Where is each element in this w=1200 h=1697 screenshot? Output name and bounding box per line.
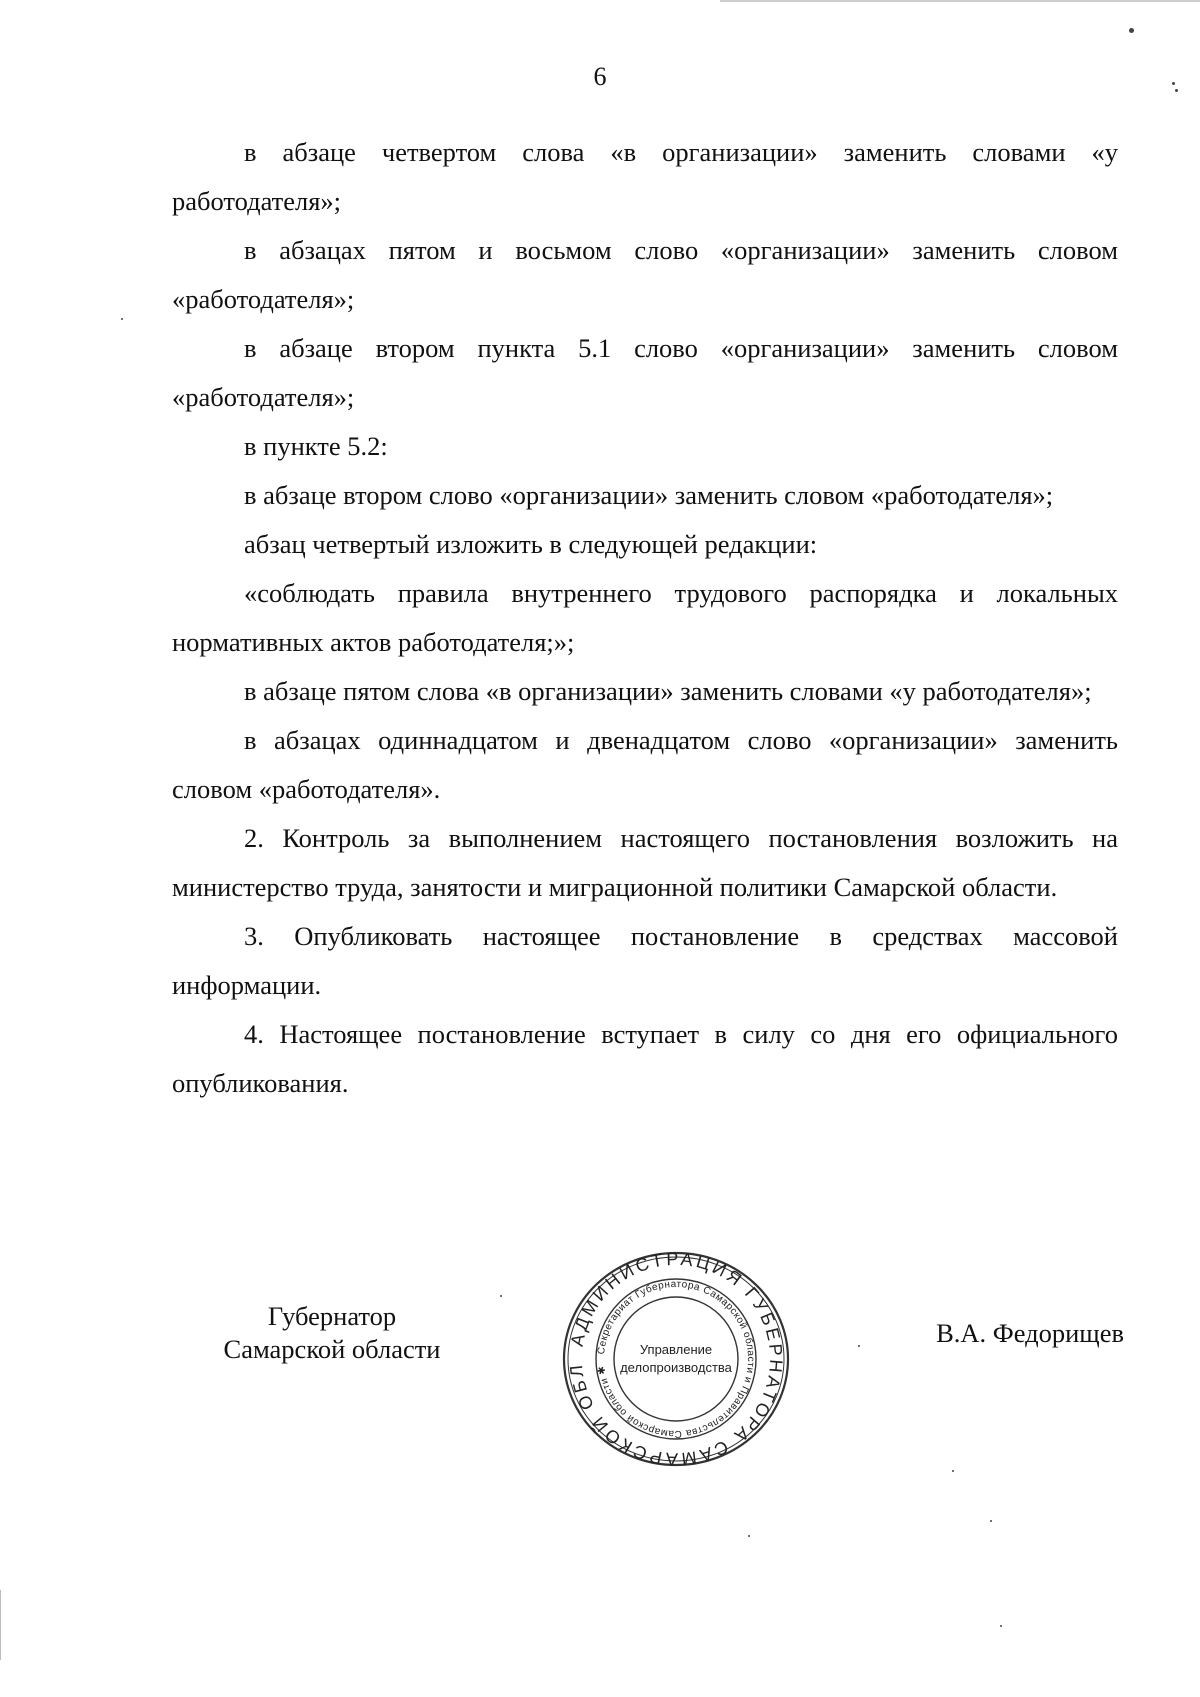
- paragraph: 2. Контроль за выполнением настоящего постановления возложить на министерство труда, занятости и миграционной политики Самарской области.: [172, 823, 1118, 902]
- seal-outer-text: АДМИНИСТРАЦИЯ ГУБЕРНАТОРА САМАРСКОЙ ОБЛ: [565, 1248, 787, 1470]
- scan-speck: [1175, 89, 1178, 92]
- scan-speck: [500, 1295, 502, 1297]
- signatory-name: В.А. Федорищев: [936, 1318, 1124, 1348]
- paragraph: 3. Опубликовать настоящее постановление в средствах массовой информации.: [172, 921, 1118, 1000]
- seal-inner-text: Секретариат Губернатора Самарской области и Правительства Самарской области ✱: [596, 1278, 757, 1440]
- seal-center-line: Управление: [639, 1342, 713, 1357]
- paragraph: в абзаце пятом слова «в организации» заменить словами «у работодателя»;: [244, 676, 1092, 706]
- paragraph: в абзаце втором слово «организации» заменить словом «работодателя»;: [244, 480, 1054, 510]
- document-body: [172, 128, 1118, 1108]
- paragraph: в пункте 5.2:: [244, 431, 388, 461]
- paragraph: «соблюдать правила внутреннего трудового распорядка и локальных нормативных актов работодателя;»;: [172, 578, 1118, 657]
- top-edge-line: [720, 0, 1200, 2]
- official-seal: [560, 1248, 792, 1470]
- scan-margin-line: [0, 1590, 1, 1660]
- paragraph: в абзаце втором пункта 5.1 слово «организации» заменить словом «работодателя»;: [172, 333, 1118, 412]
- scan-speck: [990, 1520, 992, 1522]
- page-number: 6: [593, 62, 607, 91]
- scan-speck: [121, 318, 123, 320]
- paragraph: в абзаце четвертом слова «в организации» заменить словами «у работодателя»;: [172, 137, 1118, 216]
- signatory-title-line: Самарской области: [223, 1334, 441, 1364]
- scan-speck: [858, 1345, 860, 1347]
- paragraph: в абзацах одиннадцатом и двенадцатом слово «организации» заменить словом «работодателя».: [172, 725, 1118, 804]
- signatory-title: [172, 1300, 492, 1366]
- scan-speck: [1172, 82, 1175, 85]
- paragraph: 4. Настоящее постановление вступает в силу со дня его официального опубликования.: [172, 1019, 1118, 1098]
- scan-speck: [952, 1470, 954, 1472]
- scan-speck: [748, 1535, 750, 1537]
- paragraph: в абзацах пятом и восьмом слово «организации» заменить словом «работодателя»;: [172, 235, 1118, 314]
- paragraph: абзац четвертый изложить в следующей редакции:: [244, 529, 818, 559]
- scan-speck: [1000, 1625, 1002, 1627]
- scan-speck: [1129, 28, 1134, 33]
- seal-icon: [560, 1248, 792, 1470]
- seal-center-line: делопроизводства: [620, 1360, 732, 1375]
- signatory-title-line: Губернатор: [267, 1301, 397, 1331]
